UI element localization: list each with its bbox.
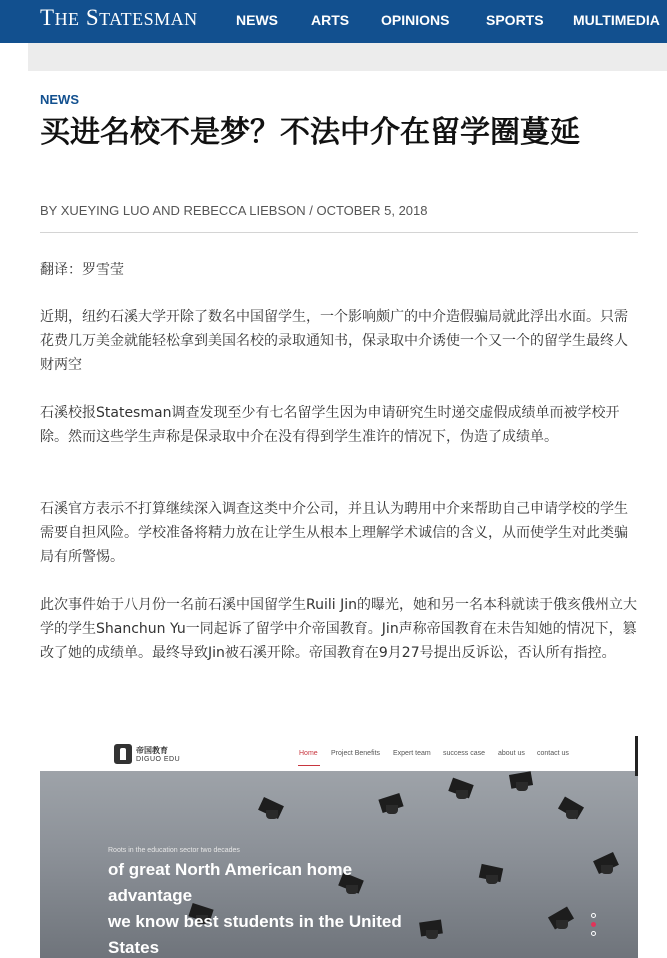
embedded-agency-screenshot xyxy=(40,736,638,958)
agency-nav-project-benefits: Project Benefits xyxy=(331,750,381,757)
nav-item-sports[interactable]: SPORTS xyxy=(486,12,544,28)
article-paragraph: 此次事件始于八月份一名前石溪中国留学生Ruili Jin的曝光，她和另一名本科就读于俄亥俄州立大学的学生Shanchun Yu一同起诉了留学中介帝国教育。Jin声称帝国教育在未告知她的情况下，篡改了她的成绩单。最终导致Jin被石溪开除。帝国教育在9月27号提出反诉讼，否认所有指控。 xyxy=(40,597,637,661)
header-divider xyxy=(40,232,638,233)
agency-logo-icon xyxy=(114,744,132,764)
logo-initial-statesman: S xyxy=(85,5,100,30)
logo-rest-the: HE xyxy=(54,9,80,29)
article-byline: BY XUEYING LUO AND REBECCA LIEBSON / OCTOBER 5, 2018 xyxy=(40,203,428,218)
site-header xyxy=(0,0,667,43)
translator-credit: 翻译：罗雪莹 xyxy=(40,262,124,278)
agency-nav-about-us: about us xyxy=(498,750,525,757)
agency-hero-banner xyxy=(40,771,638,958)
nav-item-news[interactable]: NEWS xyxy=(236,12,278,28)
logo-initial-the: T xyxy=(40,5,55,30)
article-paragraph: 石溪官方表示不打算继续深入调查这类中介公司，并且认为聘用中介来帮助自己申请学校的学生需要自担风险。学校准备将精力放在让学生从根本上理解学术诚信的含义，从而使学生对此类骗局有所警惕。 xyxy=(40,501,628,565)
embedded-scrollbar xyxy=(635,736,638,776)
hero-headline-line: advantage xyxy=(108,886,193,905)
agency-logo-cn: 帝国教育 xyxy=(136,746,168,755)
article-paragraph: 石溪校报Statesman调查发现至少有七名留学生因为申请研究生时递交虚假成绩单而被学校开除。然而这些学生声称是保录取中介在没有得到学生准许的情况下，伪造了成绩单。 xyxy=(40,405,620,445)
carousel-dot xyxy=(591,931,596,936)
nav-item-opinions[interactable]: OPINIONS xyxy=(381,12,450,28)
agency-site-header xyxy=(40,736,638,771)
agency-nav-success-case: success case xyxy=(443,750,486,757)
carousel-dot xyxy=(591,913,596,918)
nav-item-arts[interactable]: ARTS xyxy=(311,12,350,28)
section-label[interactable]: NEWS xyxy=(40,92,79,107)
article-headline: 买进名校不是梦？不法中介在留学圈蔓延 xyxy=(40,115,580,150)
carousel-dot-active xyxy=(591,922,596,927)
agency-nav-expert-team: Expert team xyxy=(393,750,431,757)
nav-item-multimedia[interactable]: MULTIMEDIA xyxy=(573,12,660,28)
article-paragraph: 近期，纽约石溪大学开除了数名中国留学生，一个影响颇广的中介造假骗局就此浮出水面。只需花费几万美金就能轻松拿到美国名校的录取通知书，保录取中介诱使一个又一个的留学生最终人财两空 xyxy=(40,309,628,373)
agency-nav-active-underline xyxy=(298,765,320,766)
agency-nav-home: Home xyxy=(299,750,318,757)
header-subband xyxy=(28,43,667,71)
agency-logo-en: DIGUO EDU xyxy=(136,756,181,763)
hero-headline-line: we know best students in the United xyxy=(108,912,402,931)
hero-subheading: Roots in the education sector two decades xyxy=(108,847,240,854)
hero-headline-line: States xyxy=(108,938,160,957)
main-nav xyxy=(0,12,667,32)
hero-headline-line: of great North American home xyxy=(108,860,353,879)
agency-nav-contact-us: contact us xyxy=(537,750,569,757)
logo-rest-statesman: TATESMAN xyxy=(99,9,198,29)
